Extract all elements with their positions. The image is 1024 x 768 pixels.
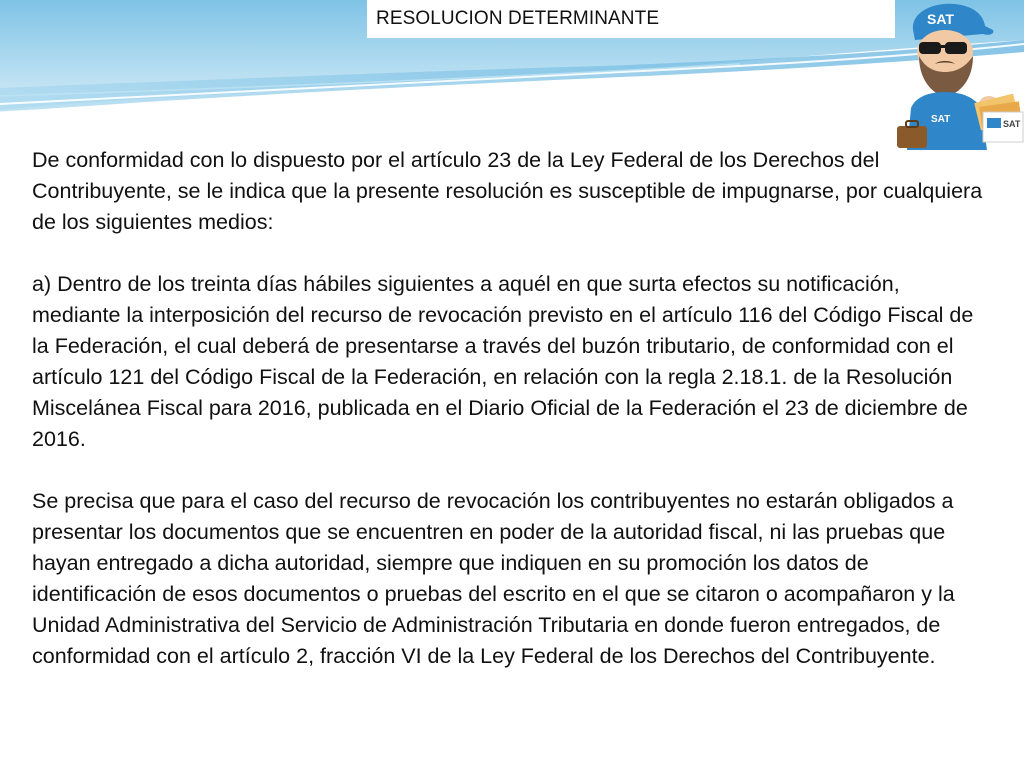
- paragraph-spacer: [32, 238, 992, 269]
- paragraph-spacer: [32, 455, 992, 486]
- paragraph-intro: De conformidad con lo dispuesto por el artículo 23 de la Ley Federal de los Derechos del Contribuyente, se le indica que la presente resolución es susceptible de impugnarse, por cualquiera de los siguientes medios:: [32, 148, 983, 234]
- slide-title: RESOLUCION DETERMINANTE: [376, 8, 660, 29]
- folder-text: SAT: [1003, 119, 1021, 129]
- paragraph-note: Se precisa que para el caso del recurso de revocación los contribuyentes no estarán obligados a presentar los documentos que se encuentren en poder de la autoridad fiscal, ni las pruebas que hayan entregado a dicha autoridad, siempre que indiquen en su promoción los datos de identificación de esos documentos o pruebas del escrito en el que se citaron o acompañaron y la Unidad Administrativa del Servicio de Administración Tributaria en donde fueron entregados, de conformidad con el artículo 2, fracción VI de la Ley Federal de los Derechos del Contribuyente.: [32, 489, 955, 668]
- paragraph-option-a: a) Dentro de los treinta días hábiles siguientes a aquél en que surta efectos su notificación, mediante la interposición del recurso de revocación previsto en el artículo 116 del Código Fiscal de la Federación, el cual deberá de presentarse a través del buzón tributario, de conformidad con el artículo 121 del Código Fiscal de la Federación, en relación con la regla 2.18.1. de la Resolución Miscelánea Fiscal para 2016, publicada en el Diario Oficial de la Federación el 23 de diciembre de 2016.: [32, 272, 974, 451]
- shirt-text: SAT: [931, 114, 951, 125]
- sat-mascot-icon: [893, 0, 1024, 150]
- body-text: [32, 145, 992, 672]
- cap-text: SAT: [927, 11, 954, 27]
